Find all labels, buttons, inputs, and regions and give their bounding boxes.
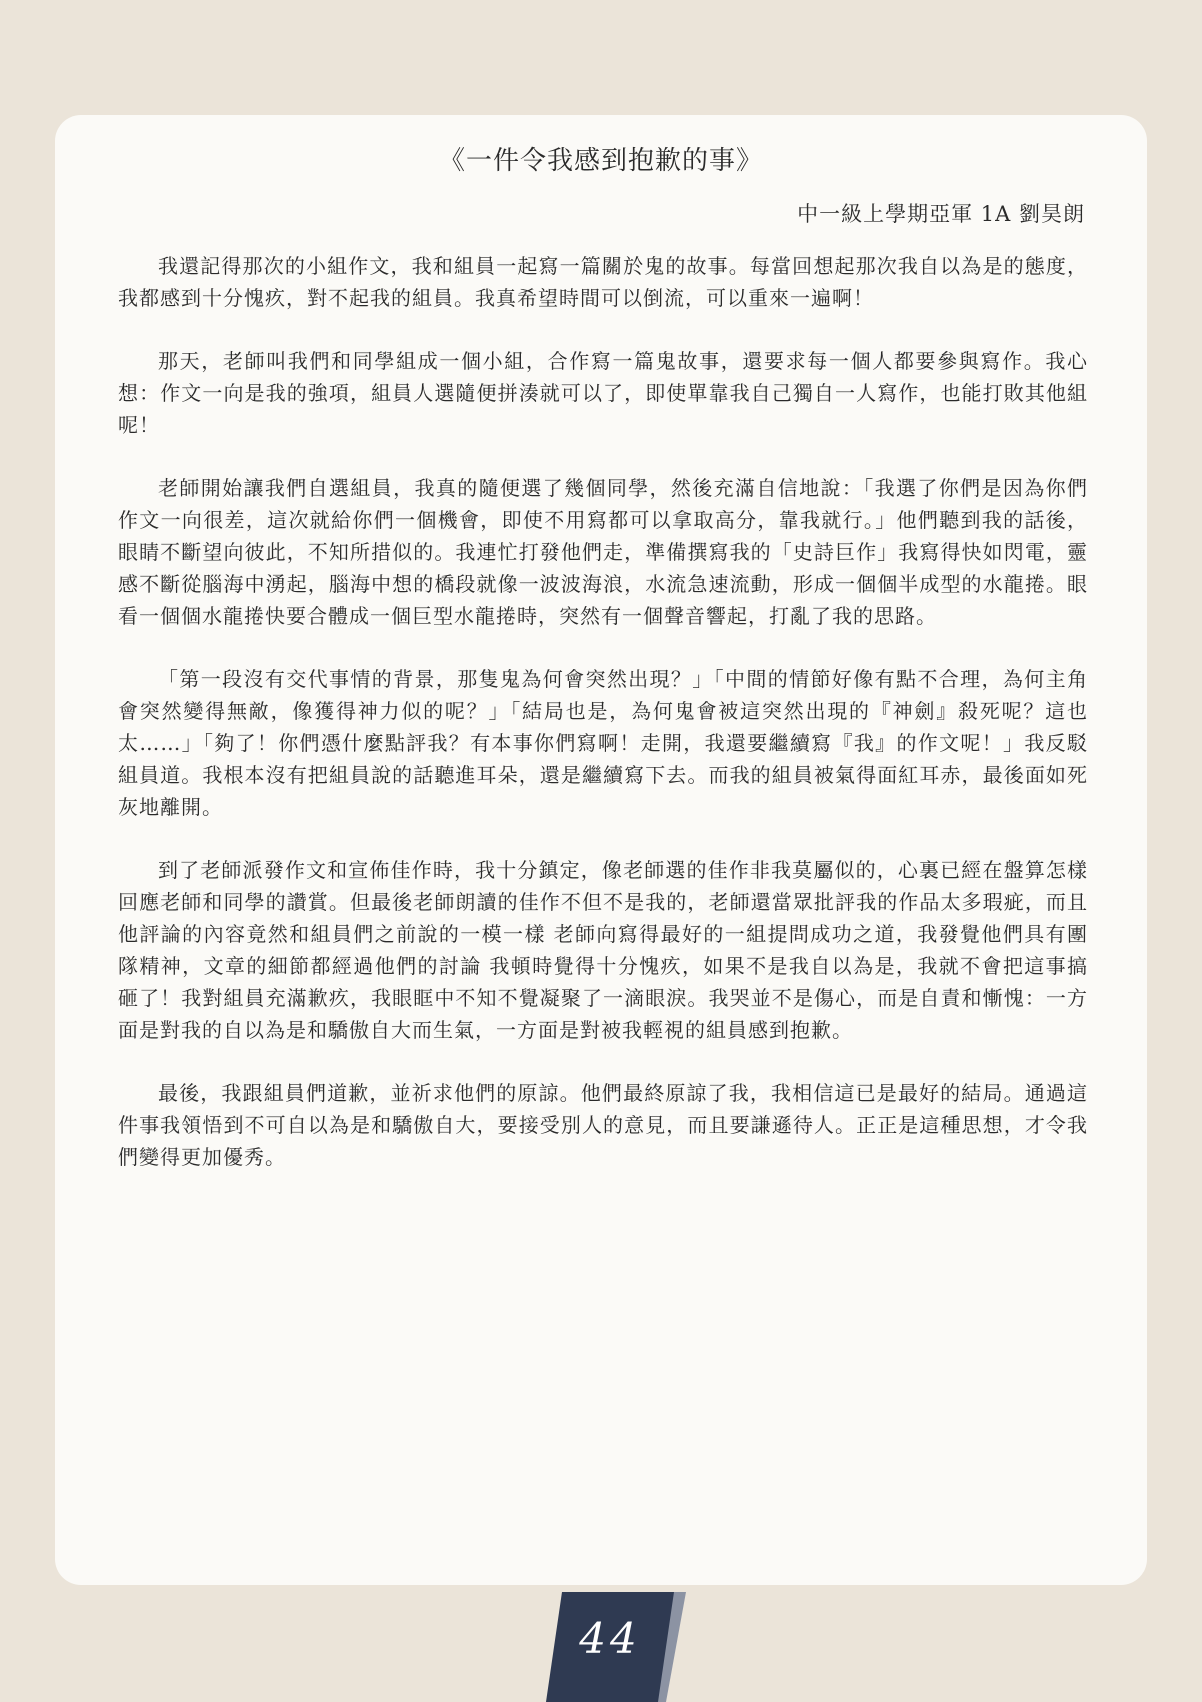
- paragraph-2: 那天，老師叫我們和同學組成一個小組，合作寫一篇鬼故事，還要求每一個人都要參與寫作。我心想：作文一向是我的強項，組員人選隨便拼湊就可以了，即使單靠我自己獨自一人寫作，也能打敗其他組呢！: [118, 349, 1088, 437]
- paragraph-4: 「第一段沒有交代事情的背景，那隻鬼為何會突然出現？」「中間的情節好像有點不合理，為何主角會突然變得無敵，像獲得神力似的呢？」「結局也是，為何鬼會被這突然出現的『神劍』殺死呢？這也太……」「夠了！你們憑什麼點評我？有本事你們寫啊！走開，我還要繼續寫『我』的作文呢！」我反駁組員道。我根本沒有把組員說的話聽進耳朵，還是繼續寫下去。而我的組員被氣得面紅耳赤，最後面如死灰地離開。: [118, 667, 1088, 819]
- author-byline: 中一級上學期亞軍 1A 劉昊朗: [797, 202, 1085, 226]
- paragraph-1: 我還記得那次的小組作文，我和組員一起寫一篇關於鬼的故事。每當回想起那次我自以為是的態度，我都感到十分愧疚，對不起我的組員。我真希望時間可以倒流，可以重來一遍啊！: [118, 254, 1088, 310]
- essay-title: 《一件令我感到抱歉的事》: [438, 146, 763, 176]
- paragraph-5: 到了老師派發作文和宣佈佳作時，我十分鎮定，像老師選的佳作非我莫屬似的，心裏已經在盤算怎樣回應老師和同學的讚賞。但最後老師朗讀的佳作不但不是我的，老師還當眾批評我的作品太多瑕疵，而且他評論的內容竟然和組員們之前說的一模一樣 老師向寫得最好的一組提問成功之道，我發覺他們具有團隊精神，文章的細節都經過他們的討論 我頓時覺得十分愧疚，如果不是我自以為是，我就不會把這事搞砸了！我對組員充滿歉疚，我眼眶中不知不覺凝聚了一滴眼淚。我哭並不是傷心，而是自責和慚愧：一方面是對我的自以為是和驕傲自大而生氣，一方面是對被我輕視的組員感到抱歉。: [118, 858, 1088, 1042]
- paragraph-6: 最後，我跟組員們道歉，並祈求他們的原諒。他們最終原諒了我，我相信這已是最好的結局。通過這件事我領悟到不可自以為是和驕傲自大，要接受別人的意見，而且要謙遜待人。正正是這種思想，才令我們變得更加優秀。: [118, 1081, 1088, 1169]
- page-number-tab: [546, 1592, 686, 1702]
- page-number: 44: [579, 1614, 641, 1663]
- page-card: [55, 115, 1147, 1585]
- essay-body: [118, 250, 1088, 1204]
- paragraph-3: 老師開始讓我們自選組員，我真的隨便選了幾個同學，然後充滿自信地說：「我選了你們是因為你們作文一向很差，這次就給你們一個機會，即使不用寫都可以拿取高分，靠我就行。」他們聽到我的話後，眼睛不斷望向彼此，不知所措似的。我連忙打發他們走，準備撰寫我的「史詩巨作」我寫得快如閃電，靈感不斷從腦海中湧起，腦海中想的橋段就像一波波海浪，水流急速流動，形成一個個半成型的水龍捲。眼看一個個水龍捲快要合體成一個巨型水龍捲時，突然有一個聲音響起，打亂了我的思路。: [118, 476, 1088, 628]
